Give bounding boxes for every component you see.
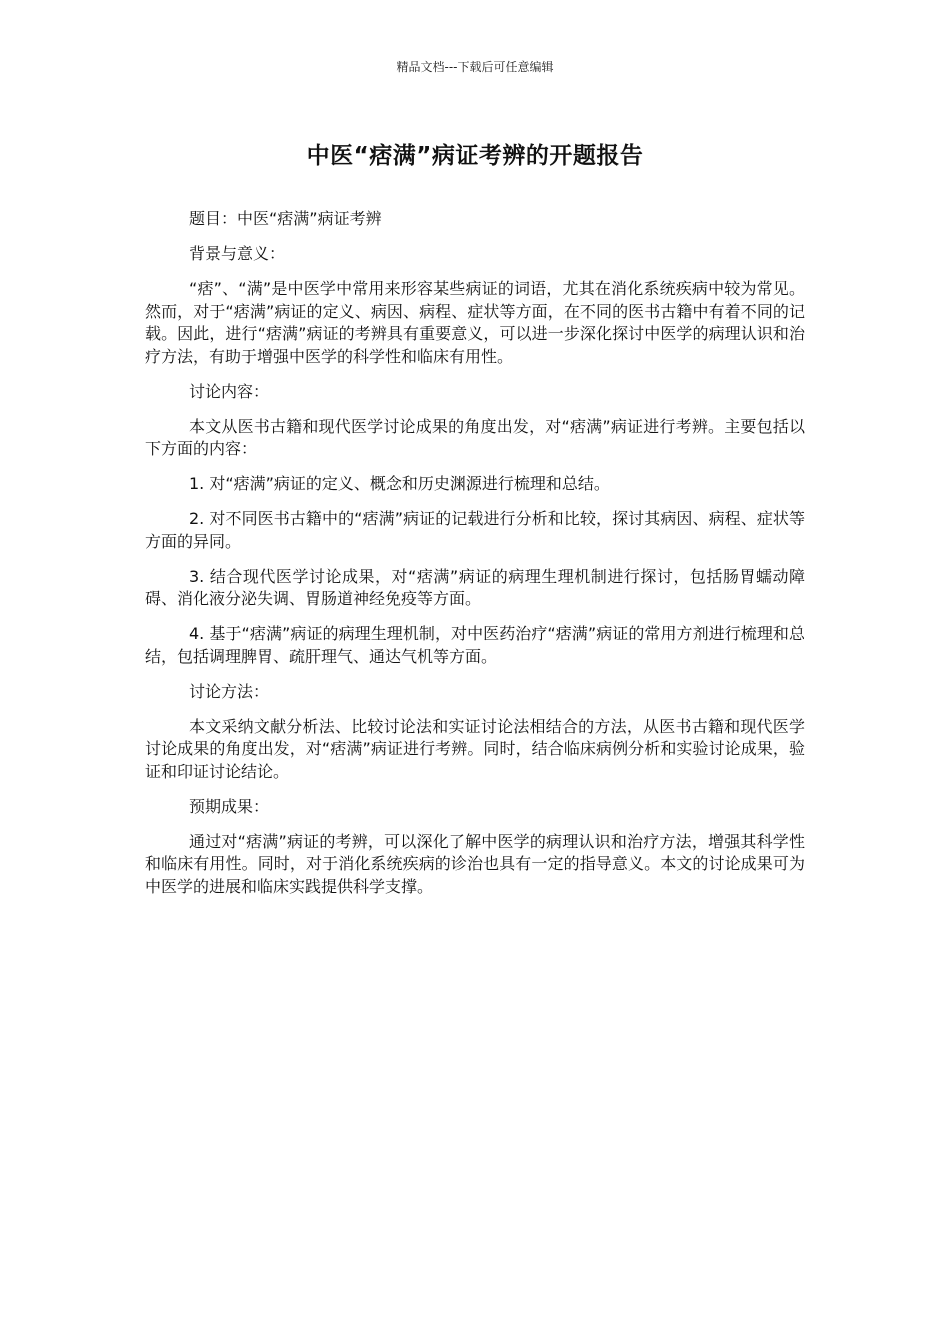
topic-line: 题目：中医“痞满”病证考辨 bbox=[189, 209, 382, 228]
content-item-3: 3. 结合现代医学讨论成果，对“痞满”病证的病理生理机制进行探讨，包括肠胃蠕动障碍、消化液分泌失调、胃肠道神经免疫等方面。 bbox=[145, 566, 805, 608]
page-header: 精品文档---下载后可任意编辑 bbox=[396, 60, 554, 74]
outcomes-paragraph: 通过对“痞满”病证的考辨，可以深化了解中医学的病理认识和治疗方法，增强其科学性和临床有用性。同时，对于消化系统疾病的诊治也具有一定的指导意义。本文的讨论成果可为中医学的进展和临床实践提供科学支撑。 bbox=[145, 831, 805, 896]
content-item-2: 2. 对不同医书古籍中的“痞满”病证的记载进行分析和比较，探讨其病因、病程、症状等方面的异同。 bbox=[145, 509, 805, 551]
content-item-4: 4. 基于“痞满”病证的病理生理机制，对中医药治疗“痞满”病证的常用方剂进行梳理和总结，包括调理脾胃、疏肝理气、通达气机等方面。 bbox=[145, 624, 805, 666]
background-paragraph: “痞”、“满”是中医学中常用来形容某些病证的词语，尤其在消化系统疾病中较为常见。然而，对于“痞满”病证的定义、病因、病程、症状等方面，在不同的医书古籍中有着不同的记载。因此，进行“痞满”病证的考辨具有重要意义，可以进一步深化探讨中医学的病理认识和治疗方法，有助于增强中医学的科学性和临床有用性。 bbox=[145, 279, 805, 366]
methods-paragraph: 本文采纳文献分析法、比较讨论法和实证讨论法相结合的方法，从医书古籍和现代医学讨论成果的角度出发，对“痞满”病证进行考辨。同时，结合临床病例分析和实验讨论成果，验证和印证讨论结论。 bbox=[145, 716, 805, 781]
content-intro-paragraph: 本文从医书古籍和现代医学讨论成果的角度出发，对“痞满”病证进行考辨。主要包括以下方面的内容： bbox=[145, 416, 805, 458]
document-body bbox=[145, 208, 805, 911]
document-title: 中医“痞满”病证考辨的开题报告 bbox=[306, 143, 644, 169]
section-heading-content: 讨论内容： bbox=[189, 381, 270, 401]
section-heading-outcomes: 预期成果： bbox=[189, 796, 270, 816]
section-heading-background: 背景与意义： bbox=[189, 244, 286, 263]
content-item-1: 1. 对“痞满”病证的定义、概念和历史渊源进行梳理和总结。 bbox=[189, 474, 610, 493]
section-heading-methods: 讨论方法： bbox=[189, 681, 270, 701]
